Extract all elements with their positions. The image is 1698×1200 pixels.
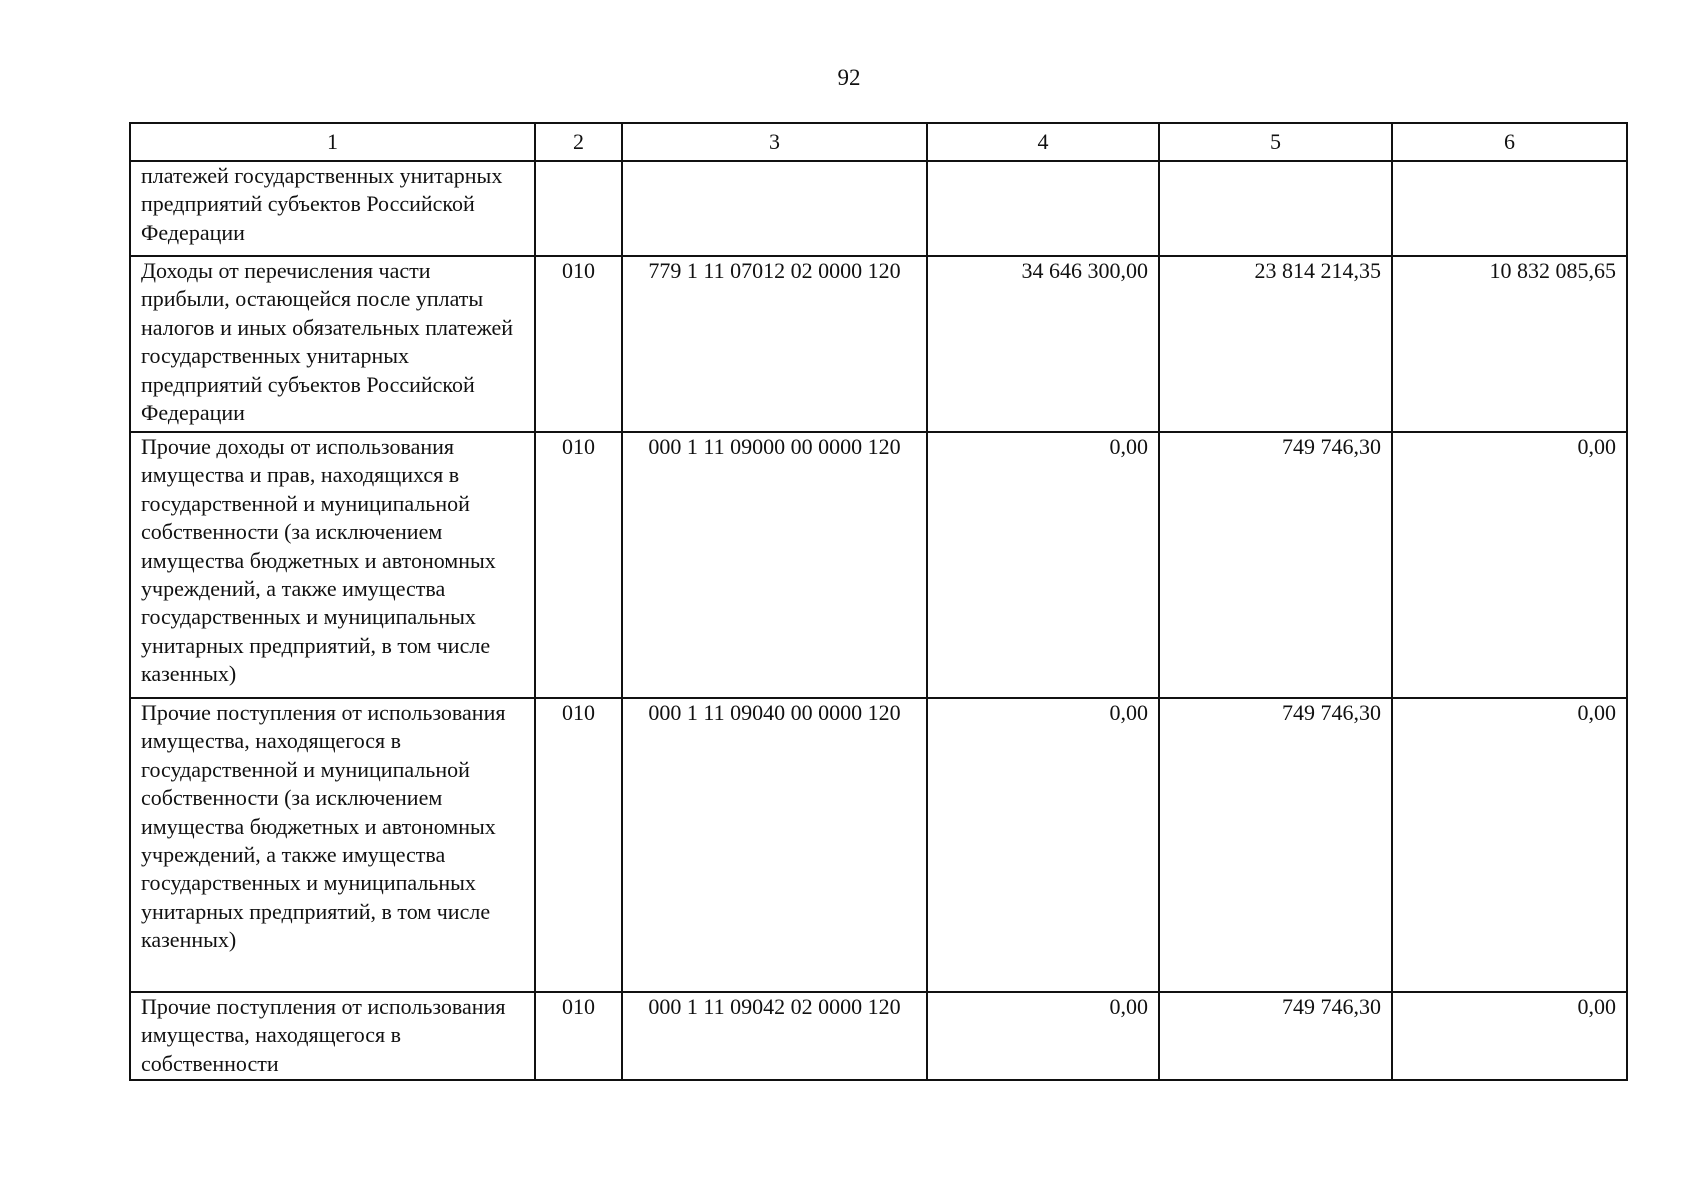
approved-amount-cell: 0,00 [927,698,1159,992]
unexecuted-amount-cell: 10 832 085,65 [1392,256,1627,432]
line-code-cell: 010 [535,698,622,992]
income-name-cell: Прочие доходы от использования имущества и прав, находящихся в государственной и муниципальной собственности (за исключением имущества бюджетных и автономных учреждений, а также имущества государственных и муниципальных унитарных предприятий, в том числе казенных) [130,432,535,698]
line-code-cell: 010 [535,432,622,698]
income-name-cell: Прочие поступления от использования имущества, находящегося в государственной и муниципальной собственности (за исключением имущества бюджетных и автономных учреждений, а также имущества государственных и муниципальных унитарных предприятий, в том числе казенных) [130,698,535,992]
approved-amount-cell: 0,00 [927,992,1159,1080]
budget-code-cell: 000 1 11 09040 00 0000 120 [622,698,927,992]
income-name-cell: Прочие поступления от использования имущества, находящегося в собственности [130,992,535,1080]
column-header-2: 2 [535,123,622,161]
approved-amount-cell [927,161,1159,256]
column-header-6: 6 [1392,123,1627,161]
column-header-5: 5 [1159,123,1392,161]
approved-amount-cell: 34 646 300,00 [927,256,1159,432]
executed-amount-cell: 749 746,30 [1159,432,1392,698]
table-row [130,992,1627,1080]
budget-code-cell [622,161,927,256]
column-header-4: 4 [927,123,1159,161]
unexecuted-amount-cell: 0,00 [1392,698,1627,992]
executed-amount-cell: 23 814 214,35 [1159,256,1392,432]
unexecuted-amount-cell: 0,00 [1392,992,1627,1080]
line-code-cell: 010 [535,992,622,1080]
line-code-cell: 010 [535,256,622,432]
table-row [130,161,1627,256]
table-row [130,432,1627,698]
column-header-3: 3 [622,123,927,161]
table-header-row [130,123,1627,161]
income-name-cell: платежей государственных унитарных предприятий субъектов Российской Федерации [130,161,535,256]
executed-amount-cell [1159,161,1392,256]
budget-code-cell: 000 1 11 09000 00 0000 120 [622,432,927,698]
executed-amount-cell: 749 746,30 [1159,992,1392,1080]
line-code-cell [535,161,622,256]
budget-code-cell: 779 1 11 07012 02 0000 120 [622,256,927,432]
unexecuted-amount-cell: 0,00 [1392,432,1627,698]
page-number: 92 [837,65,861,90]
approved-amount-cell: 0,00 [927,432,1159,698]
unexecuted-amount-cell [1392,161,1627,256]
revenue-table [129,122,1628,1081]
column-header-1: 1 [130,123,535,161]
executed-amount-cell: 749 746,30 [1159,698,1392,992]
income-name-cell: Доходы от перечисления части прибыли, остающейся после уплаты налогов и иных обязательных платежей государственных унитарных предприятий субъектов Российской Федерации [130,256,535,432]
budget-code-cell: 000 1 11 09042 02 0000 120 [622,992,927,1080]
table-row [130,698,1627,992]
table-row [130,256,1627,432]
